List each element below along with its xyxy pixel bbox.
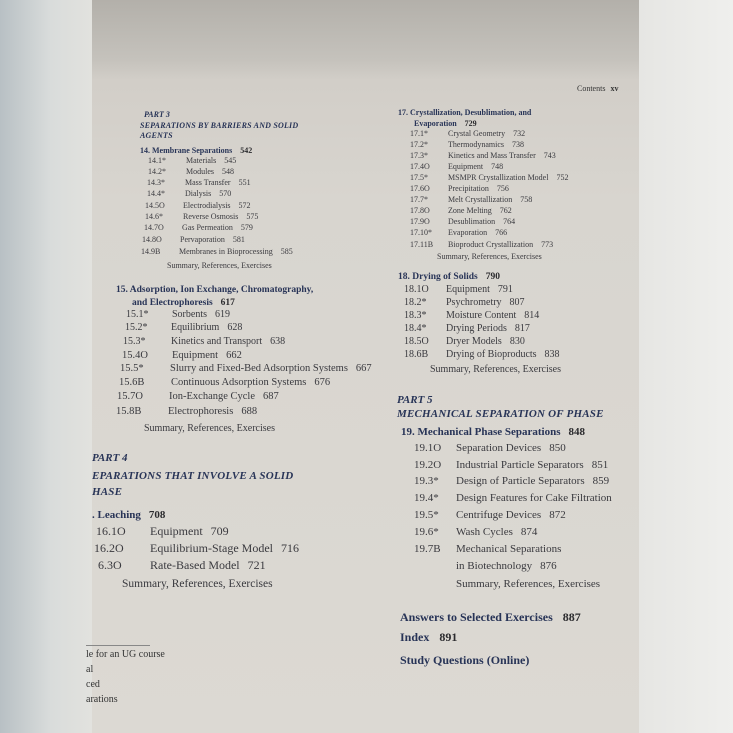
toc-item-15-2: 15.2* Equilibrium 628 [125,322,243,333]
toc-item-18-1: 18.1O Equipment 791 [404,284,513,295]
toc-item-18-4: 18.4* Drying Periods 817 [404,323,530,334]
chapter-19-title: 19. Mechanical Phase Separations 848 [401,426,585,438]
toc-item-15-4: 15.4O Equipment 662 [122,350,242,361]
toc-item-19-1: 19.1O Separation Devices 850 [414,442,566,454]
toc-item-17-1: 17.1* Crystal Geometry 732 [410,129,526,138]
toc-item-17-5: 17.5* MSMPR Crystallization Model 752 [410,173,569,182]
toc-item-15-1: 15.1* Sorbents 619 [126,309,230,320]
toc-item-17-8: 17.8O Zone Melting 762 [410,206,512,215]
toc-item-15-8: 15.8B Electrophoresis 688 [116,406,258,417]
toc-item-18-3: 18.3* Moisture Content 814 [404,310,540,321]
book-edge-left [0,0,92,733]
toc-item-17-10: 17.10* Evaporation 766 [410,228,508,237]
toc-item-14-7: 14.7O Gas Permeation 579 [144,223,253,232]
toc-item-14-6: 14.6* Reverse Osmosis 575 [145,212,259,221]
toc-item-14-3: 14.3* Mass Transfer 551 [147,178,251,187]
toc-item-19-2: 19.2O Industrial Particle Separators 851 [414,459,609,471]
part-5-title: MECHANICAL SEPARATION OF PHASE [397,408,604,420]
toc-item-15-5: 15.5* Slurry and Fixed-Bed Adsorption Systems 667 [120,363,372,374]
part-4-label: PART 4 [92,452,128,464]
footnote-rule [86,645,150,646]
toc-item-19-7: 19.7B Mechanical Separations [414,543,562,555]
toc-item-14-2: 14.2* Modules 548 [148,167,234,176]
chapter-14-title: 14. Membrane Separations 542 [140,146,253,155]
toc-item-14-4: 14.4* Dialysis 570 [147,189,232,198]
part-3-title-line2: AGENTS [140,131,173,140]
footnote-line3: ced [86,679,100,690]
contents-page [92,0,639,733]
chapter-17-title-line1: 17. Crystallization, Desublimation, and [398,108,532,117]
chapter-18-title: 18. Drying of Solids 790 [398,272,500,282]
toc-item-17-6: 17.6O Precipitation 756 [410,184,509,193]
toc-item-14-5: 14.5O Electrodialysis 572 [145,201,251,210]
toc-item-18-5: 18.5O Dryer Models 830 [404,336,525,347]
toc-item-17-7: 17.7* Melt Crystallization 758 [410,195,533,204]
footnote-line4: arations [86,694,118,705]
part-3-title-line1: SEPARATIONS BY BARRIERS AND SOLID [140,121,299,130]
toc-item-15-6: 15.6B Continuous Adsorption Systems 676 [119,377,331,388]
chapter-17-title-line2: Evaporation 729 [414,119,477,128]
toc-item-19-6: 19.6* Wash Cycles 874 [414,526,538,538]
toc-item-17-11: 17.11B Bioproduct Crystallization 773 [410,240,554,249]
chapter-19-summary: Summary, References, Exercises [456,578,601,590]
toc-item-17-9: 17.9O Desublimation 764 [410,217,516,226]
chapter-16-summary: Summary, References, Exercises [122,578,273,590]
toc-item-17-4: 17.4O Equipment 748 [410,162,504,171]
part-4-title-line2: HASE [92,486,123,498]
chapter-14-summary: Summary, References, Exercises [167,261,272,270]
toc-item-16-2: 16.2O Equilibrium-Stage Model 716 [94,541,299,555]
answers-entry: Answers to Selected Exercises 887 [400,610,581,624]
part-5-label: PART 5 [397,394,433,406]
toc-item-18-6: 18.6B Drying of Bioproducts 838 [404,349,560,360]
footnote-line1: le for an UG course [86,649,165,660]
part-3-label: PART 3 [144,110,170,119]
toc-item-16-1: 16.1O Equipment 709 [96,524,229,538]
toc-item-15-7: 15.7O Ion-Exchange Cycle 687 [117,391,279,402]
toc-item-14-8: 14.8O Pervaporation 581 [142,235,245,244]
toc-item-17-3: 17.3* Kinetics and Mass Transfer 743 [410,151,556,160]
chapter-15-summary: Summary, References, Exercises [144,423,275,434]
header-label: Contents [577,84,606,93]
part-4-title-line1: EPARATIONS THAT INVOLVE A SOLID [92,470,294,482]
toc-item-16-3: 6.3O Rate-Based Model 721 [98,558,266,572]
chapter-15-title-line2: and Electrophoresis 617 [132,298,235,308]
footnote-line2: al [86,664,94,675]
chapter-17-summary: Summary, References, Exercises [437,252,542,261]
running-header [577,84,618,93]
toc-item-14-9: 14.9B Membranes in Bioprocessing 585 [141,247,293,256]
chapter-15-title-line1: 15. Adsorption, Ion Exchange, Chromatography, [116,285,314,295]
toc-item-19-3: 19.3* Design of Particle Separators 859 [414,475,610,487]
chapter-18-summary: Summary, References, Exercises [430,364,561,375]
study-questions-entry: Study Questions (Online) [400,653,530,667]
toc-item-14-1: 14.1* Materials 545 [148,156,237,165]
header-page-number: xv [610,84,619,93]
toc-item-18-2: 18.2* Psychrometry 807 [404,297,525,308]
toc-item-19-4: 19.4* Design Features for Cake Filtration [414,492,612,504]
index-entry: Index 891 [400,630,458,644]
toc-item-15-3: 15.3* Kinetics and Transport 638 [123,336,286,347]
toc-item-17-2: 17.2* Thermodynamics 738 [410,140,524,149]
chapter-16-title: . Leaching 708 [92,509,166,521]
toc-item-19-7-line2: in Biotechnology 876 [456,560,557,572]
background-right [639,0,733,733]
toc-item-19-5: 19.5* Centrifuge Devices 872 [414,509,566,521]
